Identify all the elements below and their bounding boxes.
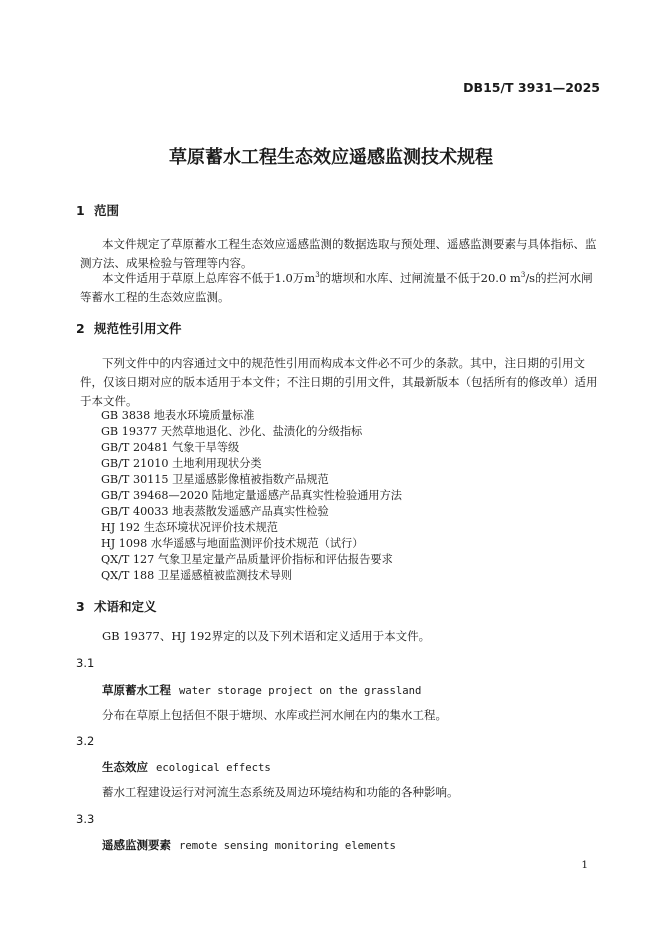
terms-intro: GB 19377、HJ 192界定的以及下列术语和定义适用于本文件。 — [102, 629, 431, 643]
term-number: 3.3 — [76, 812, 95, 826]
reference-item: GB/T 30115 卫星遥感影像植被指数产品规范 — [101, 473, 329, 486]
term-heading: 草原蓄水工程 water storage project on the grassland — [102, 683, 422, 697]
section-1-heading — [76, 201, 119, 219]
term-heading: 遥感监测要素 remote sensing monitoring elements — [102, 838, 396, 852]
reference-item: HJ 1098 水华遥感与地面监测评价技术规范（试行） — [101, 537, 364, 550]
section-title: 规范性引用文件 — [94, 321, 182, 336]
section-3-heading — [76, 597, 157, 615]
reference-item: QX/T 127 气象卫星定量产品质量评价指标和评估报告要求 — [101, 553, 393, 566]
reference-item: GB/T 39468—2020 陆地定量遥感产品真实性检验通用方法 — [101, 489, 402, 502]
term-number: 3.2 — [76, 734, 95, 748]
reference-item: GB 3838 地表水环境质量标准 — [101, 409, 255, 422]
section-2-heading — [76, 319, 182, 337]
section-title: 术语和定义 — [94, 599, 157, 614]
scope-paragraph-2: 本文件适用于草原上总库容不低于1.0万$m^3$的塘坝和水库、过闸流量不低于20.0 $m^3/s$的拦河水闸等蓄水工程的生态效应监测。 — [80, 270, 593, 304]
page-title: 草原蓄水工程生态效应遥感监测技术规程 — [169, 147, 493, 168]
term-definition: 分布在草原上包括但不限于塘坝、水库或拦河水闸在内的集水工程。 — [102, 708, 447, 722]
section-number: 3 — [76, 599, 85, 614]
term-definition: 蓄水工程建设运行对河流生态系统及周边环境结构和功能的各种影响。 — [102, 785, 459, 799]
references-intro: 下列文件中的内容通过文中的规范性引用而构成本文件必不可少的条款。其中，注日期的引用文件，仅该日期对应的版本适用于本文件；不注日期的引用文件，其最新版本（包括所有的修改单）适用于本文件。 — [80, 356, 598, 408]
reference-item: HJ 192 生态环境状况评价技术规范 — [101, 521, 278, 534]
section-title: 范围 — [94, 203, 120, 218]
section-number: 1 — [76, 203, 85, 218]
term-heading: 生态效应 ecological effects — [102, 760, 271, 774]
reference-item: QX/T 188 卫星遥感植被监测技术导则 — [101, 569, 293, 582]
section-number: 2 — [76, 321, 85, 336]
reference-item: GB/T 20481 气象干旱等级 — [101, 441, 240, 454]
reference-item: GB/T 40033 地表蒸散发遥感产品真实性检验 — [101, 505, 329, 518]
reference-item: GB/T 21010 土地利用现状分类 — [101, 457, 262, 470]
scope-paragraph-1: 本文件规定了草原蓄水工程生态效应遥感监测的数据选取与预处理、遥感监测要素与具体指标、监测方法、成果检验与管理等内容。 — [80, 237, 597, 270]
page-number: 1 — [581, 859, 588, 871]
document-code: DB15/T 3931—2025 — [463, 80, 600, 95]
reference-item: GB 19377 天然草地退化、沙化、盐渍化的分级指标 — [101, 425, 363, 438]
term-number: 3.1 — [76, 656, 95, 670]
